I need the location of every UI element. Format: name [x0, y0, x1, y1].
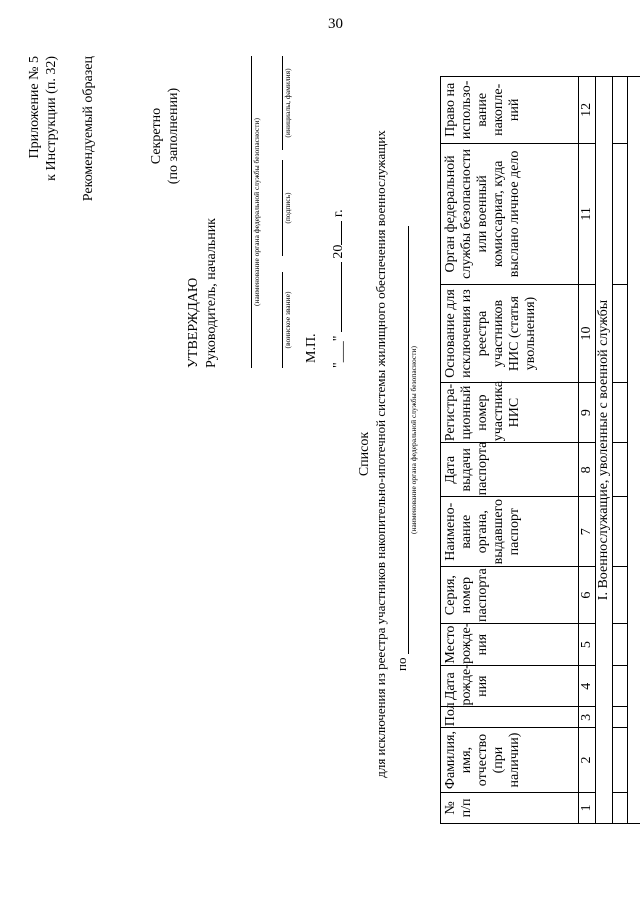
table-cell — [613, 624, 628, 666]
page-number: 30 — [328, 16, 343, 32]
col-header-issue-date: Дата выдачи паспорта — [441, 443, 579, 497]
col-number: 11 — [579, 143, 596, 284]
by-caption: (наименование органа федеральной службы безопасности) — [409, 345, 418, 535]
table-cell — [628, 77, 640, 824]
col-header-birth-place: Место рожде-ния — [441, 624, 579, 666]
table-cell — [613, 382, 628, 442]
appendix-reference: к Инструкции (п. 32) — [44, 56, 59, 181]
column-number-row — [579, 77, 596, 824]
list-title: Список — [357, 431, 372, 477]
secret-block — [148, 56, 182, 216]
rotated-document-body — [0, 42, 640, 866]
approve-head: Руководитель, начальник — [204, 218, 219, 368]
sign-caption: (подпись) — [283, 192, 292, 224]
section-heading: I. Военнослужащие, уволенные с военной службы — [596, 77, 613, 824]
appendix-number: Приложение № 5 — [27, 56, 42, 159]
col-number: 12 — [579, 77, 596, 144]
col-header-passport: Серия, номер паспорта — [441, 567, 579, 624]
org-caption: (наименование органа федеральной службы безопасности) — [252, 117, 261, 307]
col-number: 9 — [579, 382, 596, 442]
col-header-birth-date: Дата рожде-ния — [441, 665, 579, 707]
table-cell — [613, 285, 628, 383]
col-number: 4 — [579, 665, 596, 707]
appendix-block — [26, 56, 97, 316]
col-number: 5 — [579, 624, 596, 666]
date-year-line — [329, 221, 342, 245]
secret-note: (по заполнении) — [166, 87, 181, 185]
table-row — [613, 77, 628, 824]
table-row — [628, 77, 640, 824]
list-by: по — [394, 657, 409, 671]
table-cell — [613, 143, 628, 284]
section-row — [596, 77, 613, 824]
date-year: 20 — [331, 244, 346, 259]
approve-date — [329, 68, 347, 368]
col-number: 2 — [579, 728, 596, 793]
col-header-exclusion-reason: Основание для исключения из реестра участников НИС (статья увольнения) — [441, 285, 579, 383]
col-header-number: № п/п — [441, 792, 579, 823]
table-cell — [613, 792, 628, 823]
approve-title: УТВЕРЖДАЮ — [186, 277, 201, 368]
col-number: 3 — [579, 707, 596, 728]
secret-label: Секретно — [149, 107, 164, 165]
table-cell — [613, 665, 628, 707]
col-header-savings-right: Право на использо-вание накопле-ний — [441, 77, 579, 144]
stamp-place: М.П. — [304, 333, 319, 363]
col-number: 7 — [579, 497, 596, 567]
table-cell — [613, 497, 628, 567]
table-cell — [613, 707, 628, 728]
col-header-fsb-body: Орган федеральной службы безопасности или военный комиссариат, куда выслано личное дело — [441, 143, 579, 284]
list-subtitle: для исключения из реестра участников накопительно-ипотечной системы жилищного обеспечения военнослужащих — [373, 130, 388, 778]
col-number: 8 — [579, 443, 596, 497]
col-header-sex: Пол — [441, 707, 579, 728]
header-row — [441, 77, 579, 824]
col-header-registration-number: Регистра-ционный номер участника НИС — [441, 382, 579, 442]
table-cell — [613, 77, 628, 144]
table-cell — [613, 728, 628, 793]
col-header-full-name: Фамилия, имя, отчество (при наличии) — [441, 728, 579, 793]
col-number: 1 — [579, 792, 596, 823]
table-cell — [613, 443, 628, 497]
name-caption: (инициалы, фамилия) — [283, 68, 292, 138]
col-number: 10 — [579, 285, 596, 383]
col-number: 6 — [579, 567, 596, 624]
date-day: "___" — [331, 335, 346, 368]
col-header-issuing-authority: Наимено-вание органа, выдавшего паспорт — [441, 497, 579, 567]
table-cell — [613, 567, 628, 624]
rank-caption: (воинское звание) — [283, 291, 292, 349]
recommended-sample: Рекомендуемый образец — [81, 56, 96, 202]
date-suffix: г. — [331, 209, 346, 218]
exclusion-table — [440, 76, 640, 824]
date-month-line — [329, 262, 342, 332]
